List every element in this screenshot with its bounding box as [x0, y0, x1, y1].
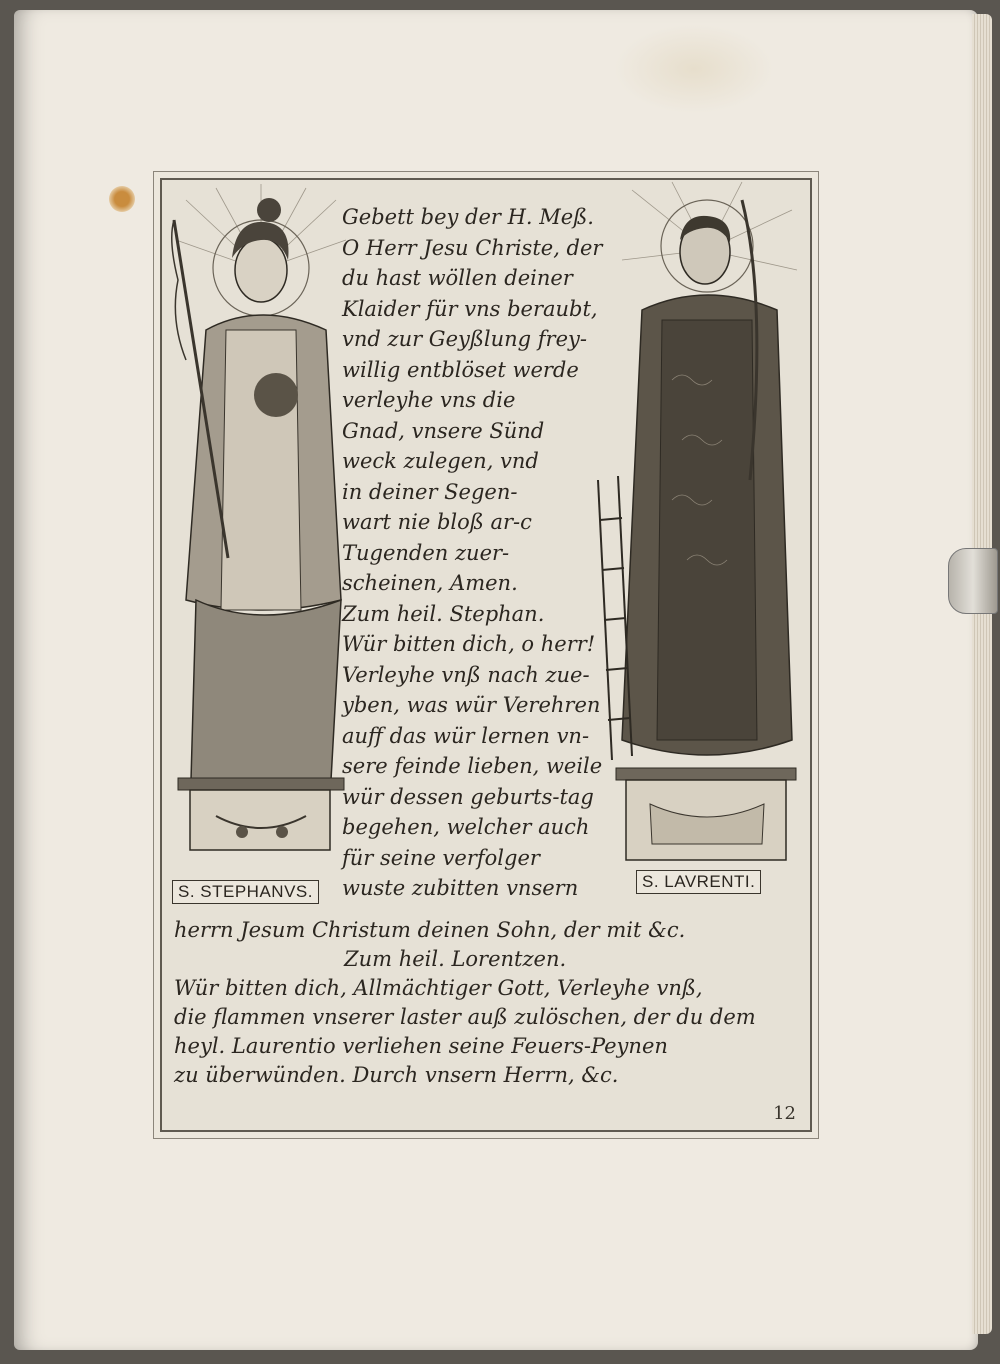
prayer-line: auff das wür lernen vn-	[342, 723, 590, 748]
prayer-line: yben, was wür Verehren	[342, 693, 601, 717]
prayer-text-upper	[342, 202, 642, 904]
prayer-line: willig entblöset werde	[342, 357, 579, 382]
prayer-line: Tugenden zuer-	[342, 540, 510, 565]
prayer-line: zu überwünden. Durch vnsern Herrn, &c.	[174, 1063, 619, 1087]
prayer-line: Zum heil. Lorentzen.	[344, 947, 567, 971]
prayer-line: sere feinde lieben, weile	[342, 754, 603, 778]
prayer-line: Gebett bey der H. Meß.	[342, 205, 594, 229]
prayer-line: heyl. Laurentio verliehen seine Feuers-Peynen	[174, 1034, 668, 1058]
stain-mark	[614, 24, 774, 114]
book-page	[14, 10, 978, 1350]
prayer-line: begehen, welcher auch	[342, 815, 590, 839]
prayer-line: scheinen, Amen.	[342, 571, 518, 595]
page-edges	[972, 14, 992, 1334]
prayer-line: Wür bitten dich, Allmächtiger Gott, Verleyhe vnß,	[174, 976, 703, 1000]
saint-lawrence-label: S. LAVRENTI.	[636, 870, 761, 894]
prayer-line: Klaider für vns beraubt,	[342, 296, 598, 321]
page-clip	[948, 548, 998, 614]
prayer-line: du hast wöllen deiner	[342, 266, 573, 290]
prayer-line: Zum heil. Stephan.	[342, 601, 545, 626]
prayer-line: O Herr Jesu Christe, der	[342, 235, 603, 260]
saint-stephen-label: S. STEPHANVS.	[172, 880, 319, 904]
prayer-line: für seine verfolger	[342, 845, 540, 870]
prayer-line: herrn Jesum Christum deinen Sohn, der mit &c.	[174, 918, 686, 942]
stain-mark	[109, 186, 135, 212]
prayer-line: weck zulegen, vnd	[342, 449, 539, 473]
prayer-line: in deiner Segen-	[342, 479, 518, 504]
prayer-line: wuste zubitten vnsern	[342, 876, 579, 900]
prayer-line: wart nie bloß ar-c	[342, 510, 532, 534]
prayer-line: vnd zur Geyßlung frey-	[342, 327, 587, 351]
prayer-line: Gnad, vnsere Sünd	[342, 418, 545, 443]
prayer-line: Verleyhe vnß nach zue-	[342, 662, 590, 687]
prayer-line: Wür bitten dich, o herr!	[342, 632, 596, 656]
prayer-line: die flammen vnserer laster auß zulöschen, der du dem	[174, 1005, 756, 1029]
prayer-line: verleyhe vns die	[342, 388, 516, 412]
saint-stephen-figure	[166, 180, 356, 880]
engraved-plate	[160, 178, 812, 1132]
prayer-line: wür dessen geburts-tag	[342, 784, 594, 809]
prayer-text-lower	[174, 916, 794, 1090]
page-number: 12	[773, 1103, 796, 1124]
